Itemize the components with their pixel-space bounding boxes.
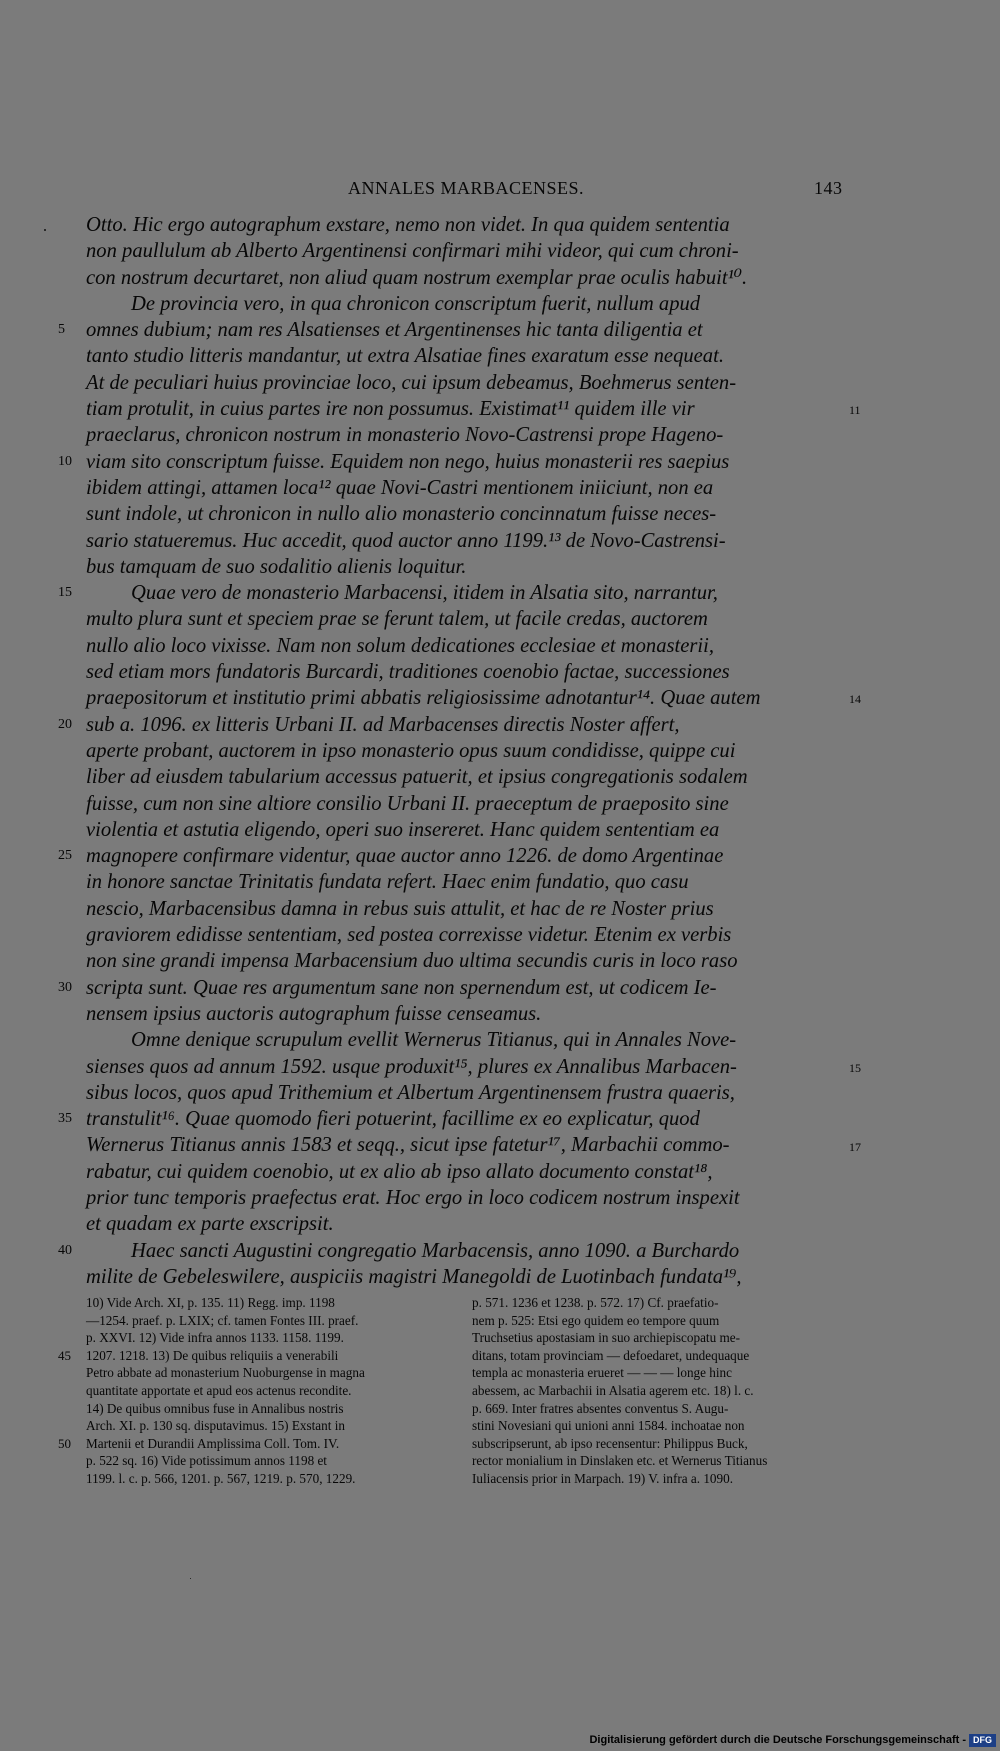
text-line: in honore sanctae Trinitatis fundata refert. Haec enim fundatio, quo casu [86,871,689,894]
page-number: 143 [814,178,843,198]
line-number: 5 [58,322,65,338]
text-line: viam sito conscriptum fuisse. Equidem non nego, huius monasterii res saepius [86,450,730,473]
line-number: 45 [58,1347,71,1363]
line-number: 20 [58,716,72,732]
text-line: nullo alio loco vixisse. Nam non solum dedicationes ecclesiae et monasterii, [86,634,714,657]
dfg-logo-icon: DFG [969,1734,996,1747]
text-line: fuisse, cum non sine altiore consilio Urbani II. praeceptum de praeposito sine [86,792,729,815]
running-title: ANNALES MARBACENSES. [348,178,585,198]
text-line: liber ad eiusdem tabularium accessus patuerit, et ipsius congregationis sodalem [86,766,748,789]
text-line: transtulit¹⁶. Quae quomodo fieri potuerint, facillime ex eo explicatur, quod [86,1108,700,1131]
text-line: nescio, Marbacensibus damna in rebus suis attulit, et hac de re Noster prius [86,897,714,920]
footnotes-right-column [472,1294,844,1488]
footnote-line: 1207. 1218. 13) De quibus reliquiis a venerabili [86,1347,339,1363]
text-line: ibidem attingi, attamen loca¹² quae Novi-Castri mentionem iniiciunt, non ea [86,476,714,499]
text-line: tiam protulit, in cuius partes ire non possumus. Existimat¹¹ quidem ille vir [86,398,695,421]
text-line: con nostrum decurtaret, non aliud quam nostrum exemplar prae oculis habuit¹⁰. [86,266,748,289]
footnote-line: Truchsetius apostasiam in suo archiepiscopatu me- [472,1330,740,1346]
footnote-line: templa ac monasteria erueret — — — longe hinc [472,1365,732,1381]
text-line: tanto studio litteris mandantur, ut extra Alsatiae fines exaratum esse nequeat. [86,345,724,368]
text-line: bus tamquam de suo sodalitio alienis loquitur. [86,555,467,578]
digitization-footer [0,1732,1000,1751]
footnote-line: p. XXVI. 12) Vide infra annos 1133. 1158. 1199. [86,1330,344,1346]
footnote-line: 1199. l. c. p. 566, 1201. p. 567, 1219. p. 570, 1229. [86,1470,356,1486]
text-line: et quadam ex parte exscripsit. [86,1213,334,1236]
line-number: 25 [58,848,72,864]
footnote-line: quantitate apportate et apud eos actenus recondite. [86,1382,352,1398]
footnote-line: Arch. XI. p. 130 sq. disputavimus. 15) Exstant in [86,1418,345,1434]
footnote-line: stini Novesiani qui unioni anni 1584. inchoatae non [472,1418,745,1434]
text-line: Omne denique scrupulum evellit Wernerus Titianus, qui in Annales Nove- [131,1029,737,1052]
line-number: 50 [58,1435,71,1451]
footnote-line: —1254. praef. p. LXIX; cf. tamen Fontes III. praef. [86,1312,359,1328]
footnote-line: 14) De quibus omnibus fuse in Annalibus nostris [86,1400,344,1416]
text-line: De provincia vero, in qua chronicon conscriptum fuerit, nullum apud [131,292,701,315]
main-text-block [86,212,841,1290]
text-line: graviorem edidisse sententiam, sed postea correxisse videtur. Etenim ex verbis [86,924,732,947]
text-line: non paullulum ab Alberto Argentinensi confirmari mihi videor, qui cum chroni- [86,240,739,263]
margin-reference-number: 11 [849,403,861,418]
footnote-line: p. 522 sq. 16) Vide potissimum annos 1198 et [86,1453,327,1469]
line-number: 40 [58,1242,72,1258]
footnote-line: p. 669. Inter fratres absentes conventus S. Augu- [472,1400,729,1416]
text-line: Wernerus Titianus annis 1583 et seqq., sicut ipse fatetur¹⁷, Marbachii commo- [86,1134,730,1157]
text-line: non sine grandi impensa Marbacensium duo ultima secundis curis in loco raso [86,950,738,973]
running-header [0,176,1000,204]
footnote-line: abessem, ac Marbachii in Alsatia agerem etc. 18) l. c. [472,1382,754,1398]
text-line: scripta sunt. Quae res argumentum sane non spernendum est, ut codicem Ie- [86,976,717,999]
text-line: aperte probant, auctorem in ipso monasterio opus suum condidisse, quippe cui [86,739,736,762]
margin-reference-number: 15 [849,1060,861,1075]
text-line: nensem ipsius auctoris autographum fuisse censeamus. [86,1002,542,1025]
text-line: At de peculiari huius provinciae loco, cui ipsum debeamus, Boehmerus senten- [86,371,737,394]
line-number: 30 [58,979,72,995]
text-line: violentia et astutia eligendo, operi suo insereret. Hanc quidem sententiam ea [86,818,720,841]
footnote-line: ditans, totam provinciam — defoedaret, undequaque [472,1347,750,1363]
text-line: magnopere confirmare videntur, quae auctor anno 1226. de domo Argentinae [86,845,724,868]
line-number: 10 [58,453,72,469]
text-line: multo plura sunt et speciem prae se ferunt talem, ut facile credas, auctorem [86,608,708,631]
footnote-line: Martenii et Durandii Amplissima Coll. Tom. IV. [86,1435,340,1451]
footnote-line: nem p. 525: Etsi ego quidem eo tempore quum [472,1312,720,1328]
line-number: 15 [58,585,72,601]
footnote-line: p. 571. 1236 et 1238. p. 572. 17) Cf. praefatio- [472,1295,719,1310]
text-line: praepositorum et institutio primi abbatis religiosissime adnotantur¹⁴. Quae autem [86,687,761,710]
text-line: sario statueremus. Huc accedit, quod auctor anno 1199.¹³ de Novo-Castrensi- [86,529,726,552]
scan-speck [190,1578,191,1579]
footnotes-left-column [86,1294,458,1488]
text-line: Haec sancti Augustini congregatio Marbacensis, anno 1090. a Burchardo [131,1239,740,1262]
footer-credit: Digitalisierung gefördert durch die Deutsche Forschungsgemeinschaft - [589,1734,966,1746]
text-line: praeclarus, chronicon nostrum in monasterio Novo-Castrensi prope Hageno- [86,424,724,447]
text-line: Otto. Hic ergo autographum exstare, nemo non videt. In qua quidem sententia [86,214,730,236]
text-line: sienses quos ad annum 1592. usque produxit¹⁵, plures ex Annalibus Marbacen- [86,1055,737,1078]
text-line: prior tunc temporis praefectus erat. Hoc ergo in loco codicem nostrum inspexit [86,1186,740,1209]
text-line: sed etiam mors fundatoris Burcardi, traditiones coenobio factae, successiones [86,661,730,684]
text-line: omnes dubium; nam res Alsatienses et Argentinenses hic tanta diligentia et [86,319,703,342]
footnote-line: rector monialium in Dinslaken etc. et Wernerus Titianus [472,1453,768,1469]
text-line: Quae vero de monasterio Marbacensi, itidem in Alsatia sito, narrantur, [131,582,718,605]
footnote-line: 10) Vide Arch. XI, p. 135. 11) Regg. imp. 1198 [86,1295,335,1310]
text-line: sibus locos, quos apud Trithemium et Albertum Argentinensem frustra quaeris, [86,1081,735,1104]
margin-reference-number: 17 [849,1139,861,1154]
line-number: 35 [58,1111,72,1127]
text-line: milite de Gebeleswilere, auspiciis magistri Manegoldi de Luotinbach fundata¹⁹, [86,1265,742,1288]
text-line: rabatur, cui quidem coenobio, ut ex alio ab ipso allato documento constat¹⁸, [86,1160,713,1183]
scan-speck [44,229,46,231]
text-line: sub a. 1096. ex litteris Urbani II. ad Marbacenses directis Noster affert, [86,713,680,736]
footnote-line: Iuliacensis prior in Marpach. 19) V. infra a. 1090. [472,1470,733,1486]
footnote-line: Petro abbate ad monasterium Nuoburgense in magna [86,1365,365,1381]
margin-reference-number: 14 [849,692,861,707]
footnote-line: subscripserunt, ab ipso recensentur: Philippus Buck, [472,1435,748,1451]
text-line: sunt indole, ut chronicon in nullo alio monasterio concinnatum fuisse neces- [86,503,717,526]
